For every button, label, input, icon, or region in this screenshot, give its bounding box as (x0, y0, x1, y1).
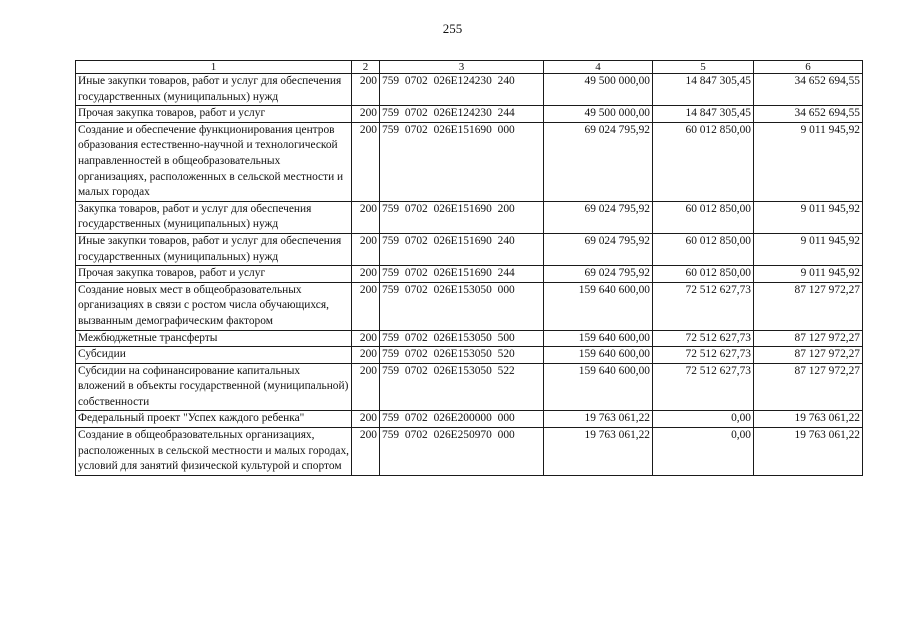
row-classification-cell: 759 0702 026E124230 244 (380, 106, 544, 123)
row-executed-amount-cell: 0,00 (653, 411, 754, 428)
column-header: 1 (76, 61, 352, 74)
row-approved-amount-cell: 49 500 000,00 (544, 106, 653, 123)
row-code-cell: 200 (352, 330, 380, 347)
row-approved-amount-cell: 159 640 600,00 (544, 347, 653, 364)
column-header: 2 (352, 61, 380, 74)
row-executed-amount-cell: 60 012 850,00 (653, 201, 754, 233)
row-name-cell: Межбюджетные трансферты (76, 330, 352, 347)
row-approved-amount-cell: 69 024 795,92 (544, 201, 653, 233)
row-classification-cell: 759 0702 026E151690 240 (380, 233, 544, 265)
row-code-cell: 200 (352, 233, 380, 265)
row-remainder-cell: 19 763 061,22 (754, 428, 863, 476)
row-classification-cell: 759 0702 026E200000 000 (380, 411, 544, 428)
row-classification-cell: 759 0702 026E151690 000 (380, 122, 544, 201)
row-executed-amount-cell: 72 512 627,73 (653, 282, 754, 330)
row-classification-cell: 759 0702 026E151690 244 (380, 266, 544, 283)
row-approved-amount-cell: 49 500 000,00 (544, 74, 653, 106)
table-row (76, 330, 863, 347)
row-approved-amount-cell: 69 024 795,92 (544, 122, 653, 201)
table-row (76, 347, 863, 364)
row-classification-cell: 759 0702 026E153050 000 (380, 282, 544, 330)
row-classification-cell: 759 0702 026E153050 522 (380, 363, 544, 411)
row-name-cell: Субсидии на софинансирование капитальных вложений в объекты государственной (муниципальной) собственности (76, 363, 352, 411)
row-approved-amount-cell: 19 763 061,22 (544, 428, 653, 476)
table-row (76, 282, 863, 330)
row-executed-amount-cell: 0,00 (653, 428, 754, 476)
row-classification-cell: 759 0702 026E250970 000 (380, 428, 544, 476)
row-approved-amount-cell: 159 640 600,00 (544, 282, 653, 330)
row-code-cell: 200 (352, 266, 380, 283)
row-executed-amount-cell: 60 012 850,00 (653, 233, 754, 265)
row-classification-cell: 759 0702 026E153050 520 (380, 347, 544, 364)
table-row (76, 411, 863, 428)
row-name-cell: Иные закупки товаров, работ и услуг для обеспечения государственных (муниципальных) нужд (76, 74, 352, 106)
row-executed-amount-cell: 14 847 305,45 (653, 74, 754, 106)
row-classification-cell: 759 0702 026E124230 240 (380, 74, 544, 106)
row-remainder-cell: 9 011 945,92 (754, 122, 863, 201)
table-row (76, 233, 863, 265)
row-code-cell: 200 (352, 428, 380, 476)
column-number-row (76, 61, 863, 74)
row-approved-amount-cell: 69 024 795,92 (544, 233, 653, 265)
row-remainder-cell: 87 127 972,27 (754, 282, 863, 330)
row-code-cell: 200 (352, 411, 380, 428)
row-name-cell: Федеральный проект "Успех каждого ребенка" (76, 411, 352, 428)
table-row (76, 201, 863, 233)
row-remainder-cell: 9 011 945,92 (754, 233, 863, 265)
row-executed-amount-cell: 14 847 305,45 (653, 106, 754, 123)
row-name-cell: Субсидии (76, 347, 352, 364)
row-executed-amount-cell: 72 512 627,73 (653, 363, 754, 411)
row-remainder-cell: 9 011 945,92 (754, 201, 863, 233)
row-name-cell: Закупка товаров, работ и услуг для обеспечения государственных (муниципальных) нужд (76, 201, 352, 233)
row-name-cell: Прочая закупка товаров, работ и услуг (76, 106, 352, 123)
row-remainder-cell: 87 127 972,27 (754, 363, 863, 411)
row-code-cell: 200 (352, 347, 380, 364)
row-executed-amount-cell: 60 012 850,00 (653, 266, 754, 283)
row-code-cell: 200 (352, 74, 380, 106)
row-executed-amount-cell: 72 512 627,73 (653, 347, 754, 364)
table-row (76, 428, 863, 476)
table-row (76, 266, 863, 283)
row-approved-amount-cell: 19 763 061,22 (544, 411, 653, 428)
row-name-cell: Иные закупки товаров, работ и услуг для обеспечения государственных (муниципальных) нужд (76, 233, 352, 265)
row-executed-amount-cell: 60 012 850,00 (653, 122, 754, 201)
row-approved-amount-cell: 69 024 795,92 (544, 266, 653, 283)
row-name-cell: Создание новых мест в общеобразовательных организациях в связи с ростом числа обучающихся, вызванным демографическим фактором (76, 282, 352, 330)
column-header: 5 (653, 61, 754, 74)
budget-table (75, 60, 863, 476)
column-header: 6 (754, 61, 863, 74)
row-code-cell: 200 (352, 122, 380, 201)
row-code-cell: 200 (352, 201, 380, 233)
row-name-cell: Создание в общеобразовательных организациях, расположенных в сельской местности и малых городах, условий для занятий физической культурой и спортом (76, 428, 352, 476)
row-code-cell: 200 (352, 363, 380, 411)
column-header: 4 (544, 61, 653, 74)
table-row (76, 74, 863, 106)
row-remainder-cell: 9 011 945,92 (754, 266, 863, 283)
row-remainder-cell: 34 652 694,55 (754, 106, 863, 123)
row-name-cell: Создание и обеспечение функционирования центров образования естественно-научной и технологической направленностей в общеобразовательных организациях, расположенных в сельской местности и малых городах (76, 122, 352, 201)
row-name-cell: Прочая закупка товаров, работ и услуг (76, 266, 352, 283)
column-header: 3 (380, 61, 544, 74)
page-number: 255 (442, 21, 463, 36)
budget-table-body (76, 61, 863, 476)
row-code-cell: 200 (352, 282, 380, 330)
row-classification-cell: 759 0702 026E153050 500 (380, 330, 544, 347)
row-approved-amount-cell: 159 640 600,00 (544, 363, 653, 411)
row-remainder-cell: 19 763 061,22 (754, 411, 863, 428)
row-remainder-cell: 34 652 694,55 (754, 74, 863, 106)
table-row (76, 122, 863, 201)
row-remainder-cell: 87 127 972,27 (754, 347, 863, 364)
table-row (76, 106, 863, 123)
table-row (76, 363, 863, 411)
row-code-cell: 200 (352, 106, 380, 123)
row-approved-amount-cell: 159 640 600,00 (544, 330, 653, 347)
row-executed-amount-cell: 72 512 627,73 (653, 330, 754, 347)
row-classification-cell: 759 0702 026E151690 200 (380, 201, 544, 233)
row-remainder-cell: 87 127 972,27 (754, 330, 863, 347)
